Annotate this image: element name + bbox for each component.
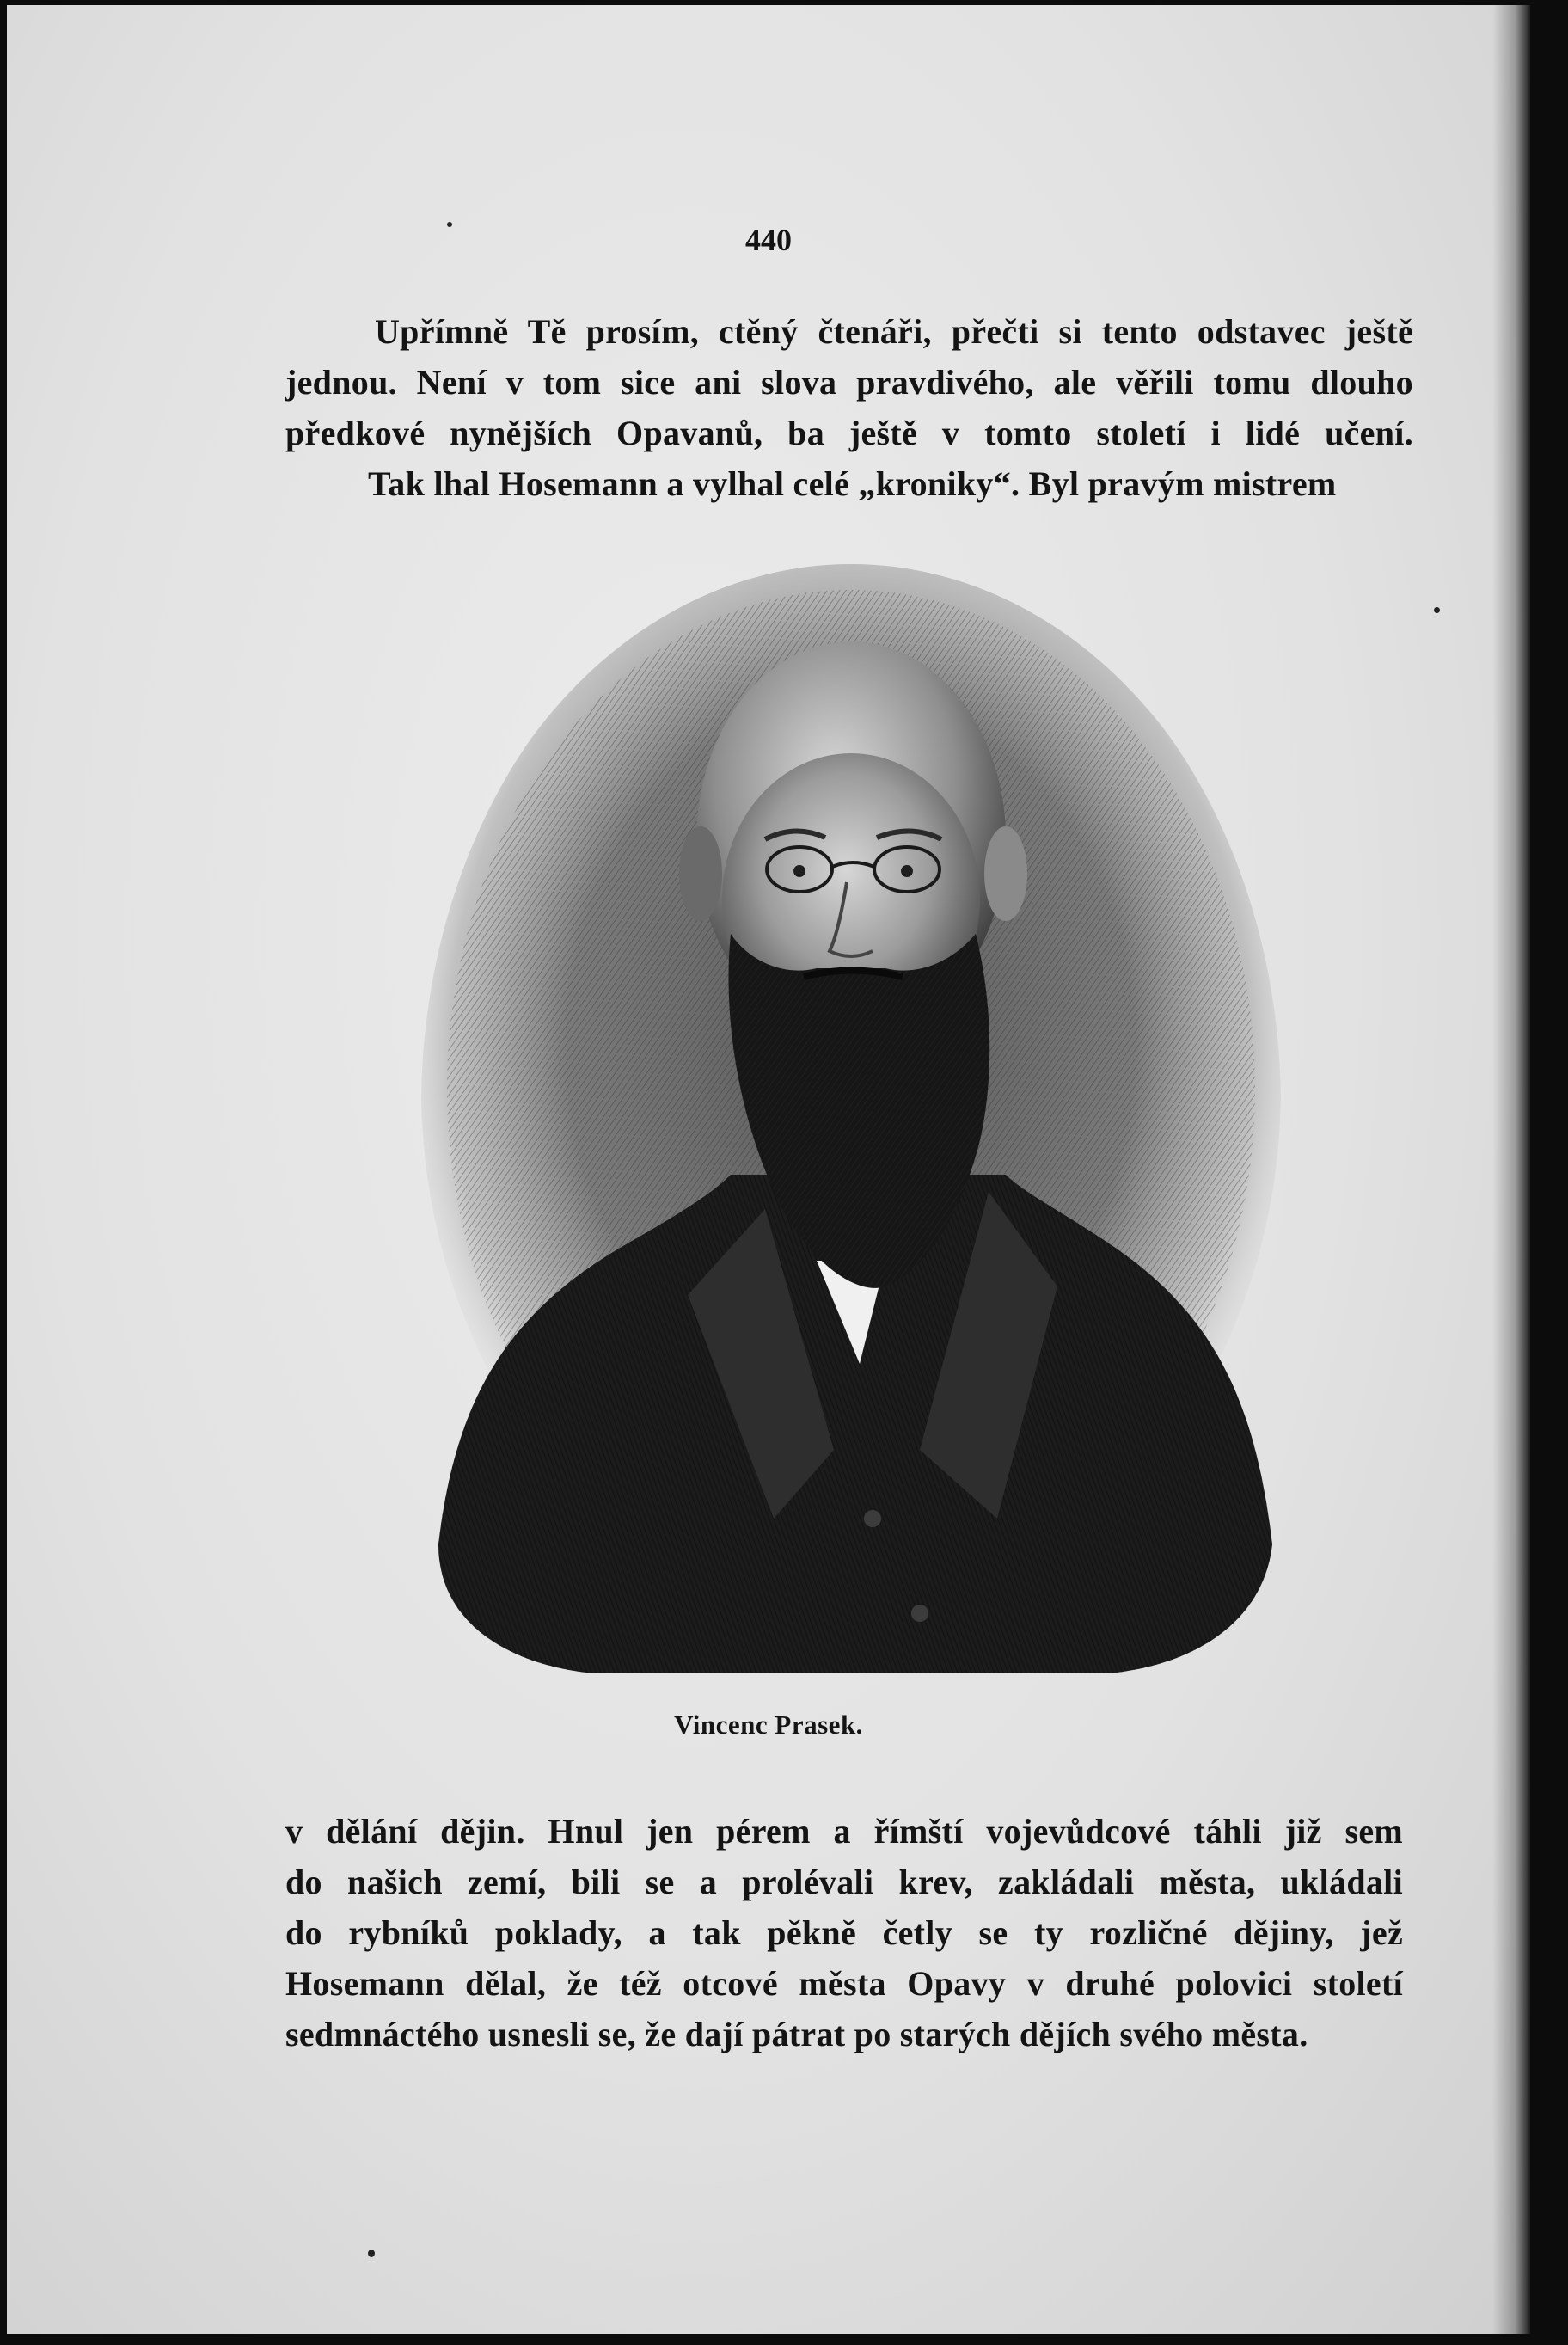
book-page: [7, 5, 1530, 2334]
page-number: 440: [745, 223, 792, 257]
paragraph-line: do našich zemí, bili se a prolévali krev, zakládali města, ukládali: [285, 1863, 1403, 1901]
portrait-caption: Vincenc Prasek.: [674, 1710, 863, 1740]
page-edge-shadow: [1492, 5, 1530, 2334]
paragraph-line: sedmnáctého usnesli se, že dají pátrat po starých dějích svého města.: [285, 2015, 1308, 2053]
scan-speck: [447, 222, 452, 227]
paragraph-line: Tak lhal Hosemann a vylhal celé „kroniky“. Byl pravým mistrem: [368, 464, 1337, 503]
paragraph-line: předkové nynějších Opavanů, ba ještě v tomto století i lidé učení.: [285, 414, 1413, 452]
paragraph-line: v dělání dějin. Hnul jen pérem a římští vojevůdcové táhli již sem: [285, 1812, 1403, 1851]
paragraph-top: [285, 306, 1413, 509]
paragraph-line: jednou. Není v tom sice ani slova pravdivého, ale věřili tomu dlouho: [285, 363, 1413, 402]
scan-speck: [1434, 607, 1440, 613]
paragraph-line: do rybníků poklady, a tak pěkně četly se ty rozličné dějiny, jež: [285, 1913, 1403, 1952]
portrait-engraving: [404, 556, 1298, 1673]
paragraph-line: Upřímně Tě prosím, ctěný čtenáři, přečti si tento odstavec ještě: [375, 312, 1413, 351]
paragraph-line: Hosemann dělal, že též otcové města Opavy v druhé polovici století: [285, 1964, 1403, 2003]
scan-speck: [368, 2250, 375, 2257]
paragraph-bottom: [285, 1806, 1403, 2060]
